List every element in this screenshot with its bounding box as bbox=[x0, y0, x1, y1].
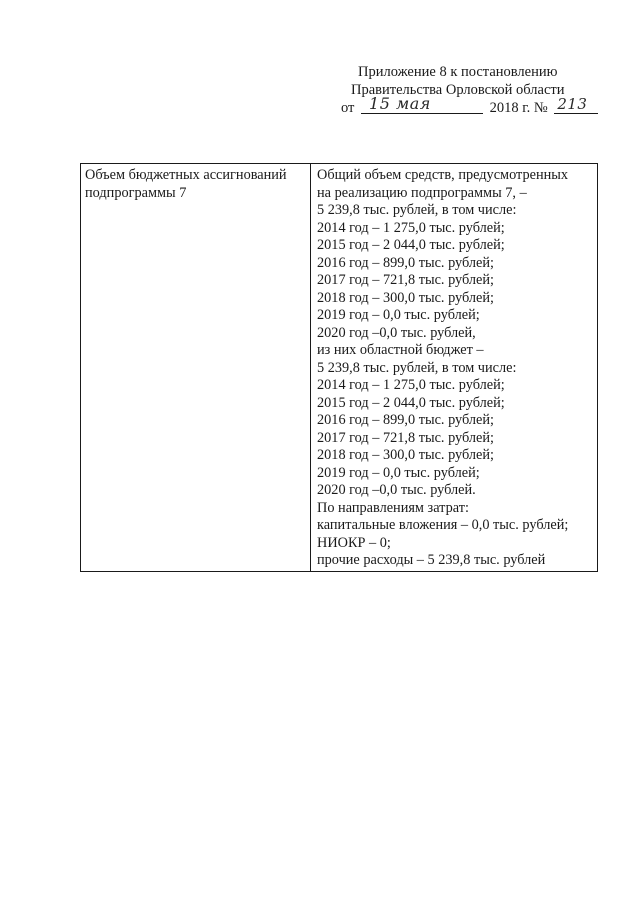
budget-line: капитальные вложения – 0,0 тыс. рублей; bbox=[317, 517, 569, 533]
handwritten-date: 15 мая bbox=[369, 94, 431, 113]
handwritten-number: 213 bbox=[557, 95, 588, 113]
scan-speck bbox=[62, 735, 102, 755]
budget-line: 2014 год – 1 275,0 тыс. рублей; bbox=[317, 377, 505, 393]
issuing-authority: Правительства Орловской области bbox=[351, 82, 565, 98]
budget-table bbox=[80, 163, 598, 572]
budget-line: на реализацию подпрограммы 7, – bbox=[317, 184, 527, 201]
budget-line: 2017 год – 721,8 тыс. рублей; bbox=[317, 429, 495, 446]
year-number-label: 2018 г. № bbox=[489, 100, 548, 116]
budget-line: По направлениям затрат: bbox=[317, 499, 469, 516]
budget-lines bbox=[317, 167, 593, 570]
date-blank bbox=[361, 94, 483, 114]
budget-line: 2020 год –0,0 тыс. рублей, bbox=[317, 324, 476, 341]
table-cell-label: Объем бюджетных ассигнований подпрограммы 7 bbox=[81, 164, 311, 572]
appendix-title: Приложение 8 к постановлению bbox=[358, 64, 558, 80]
budget-line: 2018 год – 300,0 тыс. рублей; bbox=[317, 289, 495, 306]
budget-line: Общий объем средств, предусмотренных bbox=[317, 167, 569, 183]
budget-line: из них областной бюджет – bbox=[317, 342, 484, 358]
table-cell-value bbox=[311, 164, 598, 572]
number-blank bbox=[554, 95, 598, 114]
budget-line: 2020 год –0,0 тыс. рублей. bbox=[317, 482, 476, 498]
budget-line: НИОКР – 0; bbox=[317, 534, 391, 551]
budget-line: 2019 год – 0,0 тыс. рублей; bbox=[317, 307, 480, 323]
budget-line: 2014 год – 1 275,0 тыс. рублей; bbox=[317, 219, 505, 236]
table-row bbox=[81, 164, 598, 572]
budget-line: 2018 год – 300,0 тыс. рублей; bbox=[317, 447, 495, 463]
budget-line: 2016 год – 899,0 тыс. рублей; bbox=[317, 412, 495, 428]
date-number-line bbox=[341, 94, 598, 117]
budget-line: 5 239,8 тыс. рублей, в том числе: bbox=[317, 359, 517, 376]
budget-line: 5 239,8 тыс. рублей, в том числе: bbox=[317, 202, 517, 218]
budget-line: 2016 год – 899,0 тыс. рублей; bbox=[317, 254, 495, 271]
budget-line: 2015 год – 2 044,0 тыс. рублей; bbox=[317, 237, 505, 253]
date-prefix: от bbox=[341, 100, 355, 116]
budget-line: 2015 год – 2 044,0 тыс. рублей; bbox=[317, 394, 505, 411]
budget-line: 2019 год – 0,0 тыс. рублей; bbox=[317, 464, 480, 481]
budget-line: прочие расходы – 5 239,8 тыс. рублей bbox=[317, 552, 546, 568]
budget-line: 2017 год – 721,8 тыс. рублей; bbox=[317, 272, 495, 288]
